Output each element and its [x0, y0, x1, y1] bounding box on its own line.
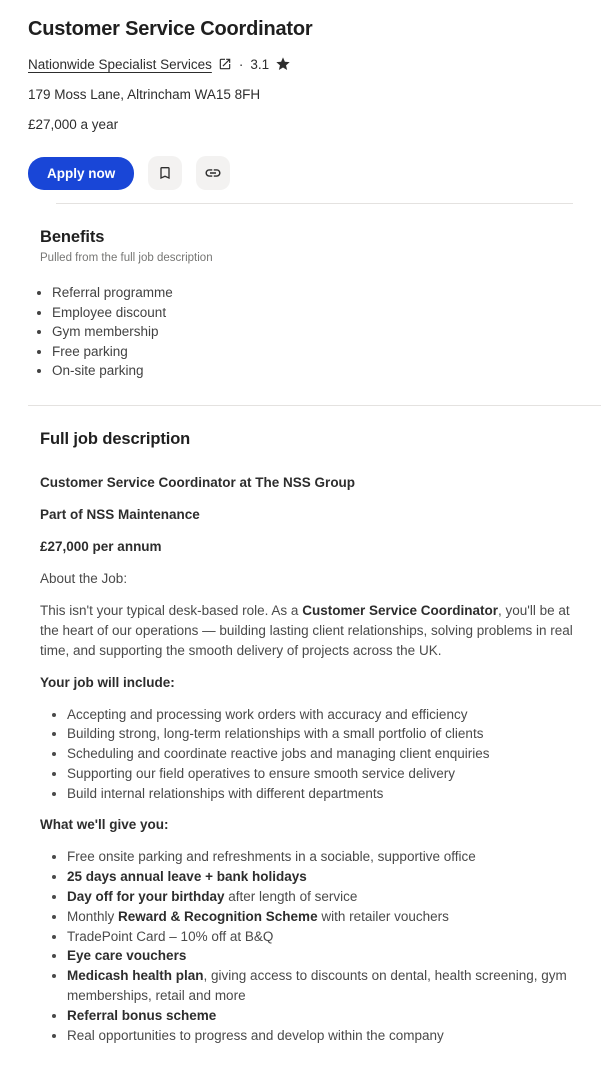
description-list	[40, 705, 587, 804]
action-buttons	[28, 156, 587, 190]
benefit-item: • On-site parking	[52, 361, 587, 381]
description-list-item	[67, 946, 587, 966]
bold-text: 25 days annual leave + bank holidays	[67, 869, 307, 884]
job-location: 179 Moss Lane, Altrincham WA15 8FH	[28, 87, 587, 102]
text: Accepting and processing work orders with accuracy and efficiency	[67, 707, 467, 722]
link-icon	[204, 164, 222, 182]
bold-text: What we'll give you:	[40, 817, 168, 832]
text: Supporting our field operatives to ensure smooth service delivery	[67, 766, 455, 781]
description-paragraph	[40, 505, 587, 525]
description-list-item	[67, 764, 587, 784]
full-job-description-heading: Full job description	[40, 430, 587, 449]
description-list-item	[67, 1006, 587, 1026]
text: Monthly	[67, 909, 118, 924]
description-list-item	[67, 724, 587, 744]
save-job-button[interactable]	[148, 156, 182, 190]
job-salary: £27,000 a year	[28, 117, 587, 132]
description-paragraph	[40, 537, 587, 557]
bold-text: Day off for your birthday	[67, 889, 225, 904]
bold-text: Customer Service Coordinator	[302, 603, 498, 618]
job-title: Customer Service Coordinator	[28, 18, 587, 41]
text: Real opportunities to progress and develop within the company	[67, 1028, 444, 1043]
benefits-section	[0, 204, 615, 405]
description-list-item	[67, 784, 587, 804]
description-paragraph	[40, 601, 587, 661]
company-rating: 3.1	[250, 57, 269, 72]
bold-text: Part of NSS Maintenance	[40, 507, 200, 522]
full-job-description-section	[0, 406, 615, 1081]
bookmark-icon	[157, 165, 173, 181]
benefits-list	[40, 283, 587, 381]
description-list-item	[67, 887, 587, 907]
bold-text: Eye care vouchers	[67, 948, 186, 963]
dot-separator: ·	[238, 57, 245, 72]
text: with retailer vouchers	[318, 909, 449, 924]
description-list-item	[67, 705, 587, 725]
company-link[interactable]: Nationwide Specialist Services	[28, 57, 212, 72]
job-header	[0, 0, 615, 204]
benefits-heading: Benefits	[40, 228, 587, 247]
description-paragraph	[40, 673, 587, 693]
bold-text: £27,000 per annum	[40, 539, 162, 554]
benefit-item: • Free parking	[52, 342, 587, 362]
description-list-item	[67, 1026, 587, 1046]
description-paragraph	[40, 569, 587, 589]
text: after length of service	[225, 889, 358, 904]
open-in-new-icon[interactable]	[218, 57, 232, 71]
description-list-item	[67, 966, 587, 1006]
text: About the Job:	[40, 571, 127, 586]
company-row	[28, 56, 587, 72]
benefit-item: • Referral programme	[52, 283, 587, 303]
text: TradePoint Card – 10% off at B&Q	[67, 929, 273, 944]
description-list-item	[67, 927, 587, 947]
text: Scheduling and coordinate reactive jobs and managing client enquiries	[67, 746, 490, 761]
benefit-item: • Gym membership	[52, 322, 587, 342]
description-body	[40, 473, 587, 1046]
star-icon	[275, 56, 291, 72]
description-list-item	[67, 744, 587, 764]
copy-link-button[interactable]	[196, 156, 230, 190]
description-paragraph	[40, 815, 587, 835]
benefits-subheading: Pulled from the full job description	[40, 252, 587, 264]
text: Building strong, long-term relationships with a small portfolio of clients	[67, 726, 483, 741]
description-list-item	[67, 907, 587, 927]
description-list-item	[67, 867, 587, 887]
bold-text: Referral bonus scheme	[67, 1008, 216, 1023]
bold-text: Reward & Recognition Scheme	[118, 909, 318, 924]
description-list-item	[67, 847, 587, 867]
text: Free onsite parking and refreshments in a sociable, supportive office	[67, 849, 476, 864]
bold-text: Your job will include:	[40, 675, 175, 690]
bold-text: Customer Service Coordinator at The NSS Group	[40, 475, 355, 490]
benefit-item: • Employee discount	[52, 303, 587, 323]
bold-text: Medicash health plan	[67, 968, 204, 983]
description-paragraph	[40, 473, 587, 493]
text: Build internal relationships with different departments	[67, 786, 383, 801]
description-list	[40, 847, 587, 1045]
text: , you'll be at the heart of our operations — building lasting client relationships, solving problems in real time, and supporting the smooth delivery of projects across the UK.	[40, 603, 573, 658]
apply-now-button[interactable]: Apply now	[28, 157, 134, 190]
text: , giving access to discounts on dental, health screening, gym memberships, retail and more	[67, 968, 567, 1003]
text: This isn't your typical desk-based role. As a	[40, 603, 302, 618]
